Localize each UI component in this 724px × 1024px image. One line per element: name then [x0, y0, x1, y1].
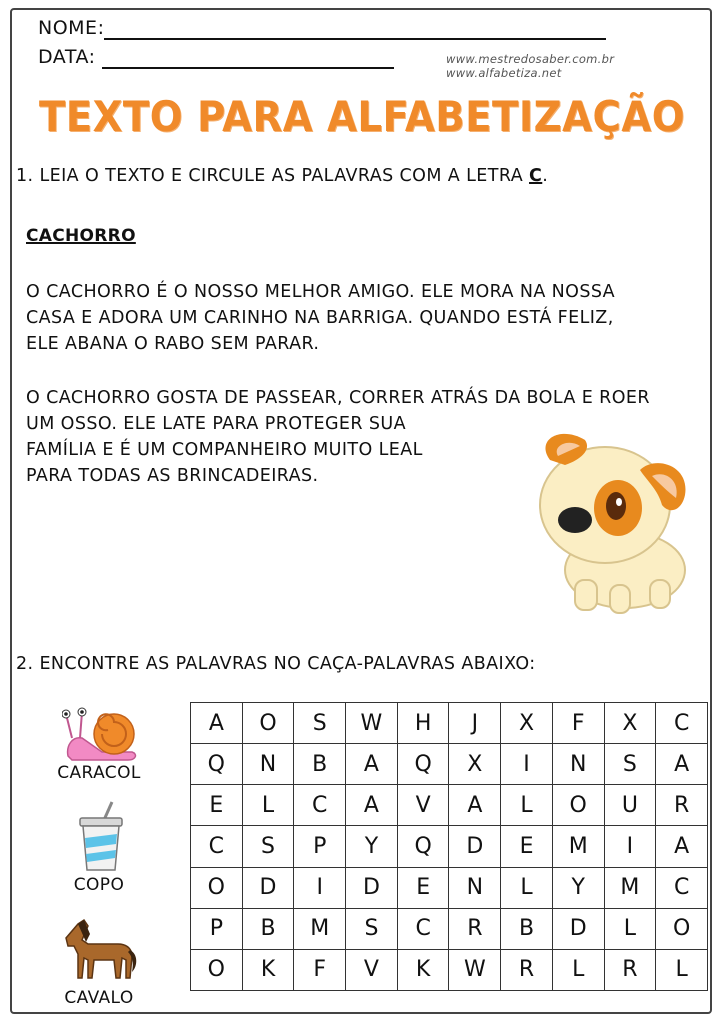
grid-cell[interactable]: I	[501, 744, 553, 785]
grid-cell[interactable]: E	[191, 785, 243, 826]
story-line: O CACHORRO GOSTA DE PASSEAR, CORRER ATRÁS DA BOLA E ROER	[26, 388, 650, 408]
grid-cell[interactable]: U	[604, 785, 656, 826]
date-label: DATA:	[38, 46, 96, 68]
grid-row	[191, 908, 708, 949]
question-1-suffix: .	[542, 166, 549, 186]
grid-cell[interactable]: M	[604, 867, 656, 908]
grid-cell[interactable]: V	[346, 949, 398, 990]
grid-cell[interactable]: V	[397, 785, 449, 826]
grid-cell[interactable]: L	[604, 908, 656, 949]
grid-cell[interactable]: R	[449, 908, 501, 949]
story-line: ELE ABANA O RABO SEM PARAR.	[26, 334, 320, 354]
horse-icon	[62, 916, 138, 982]
story-line: FAMÍLIA E É UM COMPANHEIRO MUITO LEAL	[26, 440, 423, 460]
word-cavalo: CAVALO	[64, 988, 134, 1008]
question-1	[16, 166, 548, 186]
grid-cell[interactable]: R	[656, 785, 708, 826]
grid-cell[interactable]: J	[449, 703, 501, 744]
question-1-text: 1. LEIA O TEXTO E CIRCULE AS PALAVRAS COM A LETRA	[16, 166, 530, 186]
story-line: CASA E ADORA UM CARINHO NA BARRIGA. QUANDO ESTÁ FELIZ,	[26, 308, 614, 328]
grid-cell[interactable]: K	[242, 949, 294, 990]
grid-cell[interactable]: D	[552, 908, 604, 949]
story-title: CACHORRO	[26, 226, 136, 246]
page-title: TEXTO PARA ALFABETIZAÇÃO	[38, 92, 686, 141]
grid-row	[191, 703, 708, 744]
grid-cell[interactable]: S	[294, 703, 346, 744]
grid-cell[interactable]: C	[656, 867, 708, 908]
grid-cell[interactable]: C	[656, 703, 708, 744]
grid-cell[interactable]: A	[449, 785, 501, 826]
grid-cell[interactable]: F	[552, 703, 604, 744]
grid-cell[interactable]: I	[294, 867, 346, 908]
grid-row	[191, 744, 708, 785]
grid-cell[interactable]: Y	[346, 826, 398, 867]
grid-cell[interactable]: Q	[191, 744, 243, 785]
grid-row	[191, 826, 708, 867]
grid-cell[interactable]: R	[501, 949, 553, 990]
grid-cell[interactable]: B	[242, 908, 294, 949]
grid-cell[interactable]: P	[294, 826, 346, 867]
grid-cell[interactable]: N	[242, 744, 294, 785]
grid-cell[interactable]: N	[552, 744, 604, 785]
grid-cell[interactable]: O	[656, 908, 708, 949]
grid-cell[interactable]: W	[346, 703, 398, 744]
grid-cell[interactable]: C	[191, 826, 243, 867]
grid-cell[interactable]: D	[449, 826, 501, 867]
site-url-1: www.mestredosaber.com.br	[446, 52, 615, 66]
grid-cell[interactable]: L	[501, 785, 553, 826]
grid-cell[interactable]: C	[294, 785, 346, 826]
grid-cell[interactable]: O	[191, 949, 243, 990]
grid-cell[interactable]: S	[242, 826, 294, 867]
grid-cell[interactable]: N	[449, 867, 501, 908]
grid-row	[191, 867, 708, 908]
grid-cell[interactable]: R	[604, 949, 656, 990]
grid-cell[interactable]: A	[191, 703, 243, 744]
grid-cell[interactable]: B	[501, 908, 553, 949]
story-line: UM OSSO. ELE LATE PARA PROTEGER SUA	[26, 414, 407, 434]
grid-cell[interactable]: E	[397, 867, 449, 908]
cup-icon	[78, 800, 124, 872]
word-copo: COPO	[73, 875, 125, 895]
grid-cell[interactable]: S	[346, 908, 398, 949]
grid-cell[interactable]: P	[191, 908, 243, 949]
question-2: 2. ENCONTRE AS PALAVRAS NO CAÇA-PALAVRAS ABAIXO:	[16, 654, 536, 674]
grid-cell[interactable]: B	[294, 744, 346, 785]
grid-cell[interactable]: I	[604, 826, 656, 867]
word-caracol: CARACOL	[57, 763, 141, 783]
grid-cell[interactable]: A	[346, 785, 398, 826]
date-input-line[interactable]	[102, 67, 394, 69]
grid-cell[interactable]: X	[501, 703, 553, 744]
grid-cell[interactable]: F	[294, 949, 346, 990]
grid-cell[interactable]: E	[501, 826, 553, 867]
story-line: O CACHORRO É O NOSSO MELHOR AMIGO. ELE MORA NA NOSSA	[26, 282, 616, 302]
grid-cell[interactable]: X	[604, 703, 656, 744]
snail-icon	[62, 706, 140, 762]
story-paragraph-1	[26, 279, 615, 357]
grid-cell[interactable]: L	[552, 949, 604, 990]
grid-cell[interactable]: D	[346, 867, 398, 908]
grid-cell[interactable]: M	[294, 908, 346, 949]
story-line: PARA TODAS AS BRINCADEIRAS.	[26, 466, 319, 486]
grid-cell[interactable]: A	[346, 744, 398, 785]
grid-row	[191, 949, 708, 990]
grid-cell[interactable]: D	[242, 867, 294, 908]
grid-cell[interactable]: W	[449, 949, 501, 990]
site-url-2: www.alfabetiza.net	[446, 66, 562, 80]
grid-row	[191, 785, 708, 826]
name-label: NOME:	[38, 17, 105, 39]
grid-cell[interactable]: Y	[552, 867, 604, 908]
dog-icon	[530, 420, 695, 620]
grid-cell[interactable]: X	[449, 744, 501, 785]
name-input-line[interactable]	[104, 38, 606, 40]
grid-cell[interactable]: L	[656, 949, 708, 990]
grid-cell[interactable]: M	[552, 826, 604, 867]
word-search-grid	[190, 702, 708, 991]
grid-cell[interactable]: L	[501, 867, 553, 908]
grid-cell[interactable]: O	[552, 785, 604, 826]
grid-cell[interactable]: Q	[397, 744, 449, 785]
grid-cell[interactable]: O	[242, 703, 294, 744]
grid-cell[interactable]: A	[656, 826, 708, 867]
grid-cell[interactable]: L	[242, 785, 294, 826]
question-1-letter: C	[529, 166, 543, 186]
grid-cell[interactable]: O	[191, 867, 243, 908]
grid-cell[interactable]: C	[397, 908, 449, 949]
grid-cell[interactable]: A	[656, 744, 708, 785]
grid-cell[interactable]: Q	[397, 826, 449, 867]
grid-cell[interactable]: S	[604, 744, 656, 785]
grid-cell[interactable]: K	[397, 949, 449, 990]
grid-cell[interactable]: H	[397, 703, 449, 744]
